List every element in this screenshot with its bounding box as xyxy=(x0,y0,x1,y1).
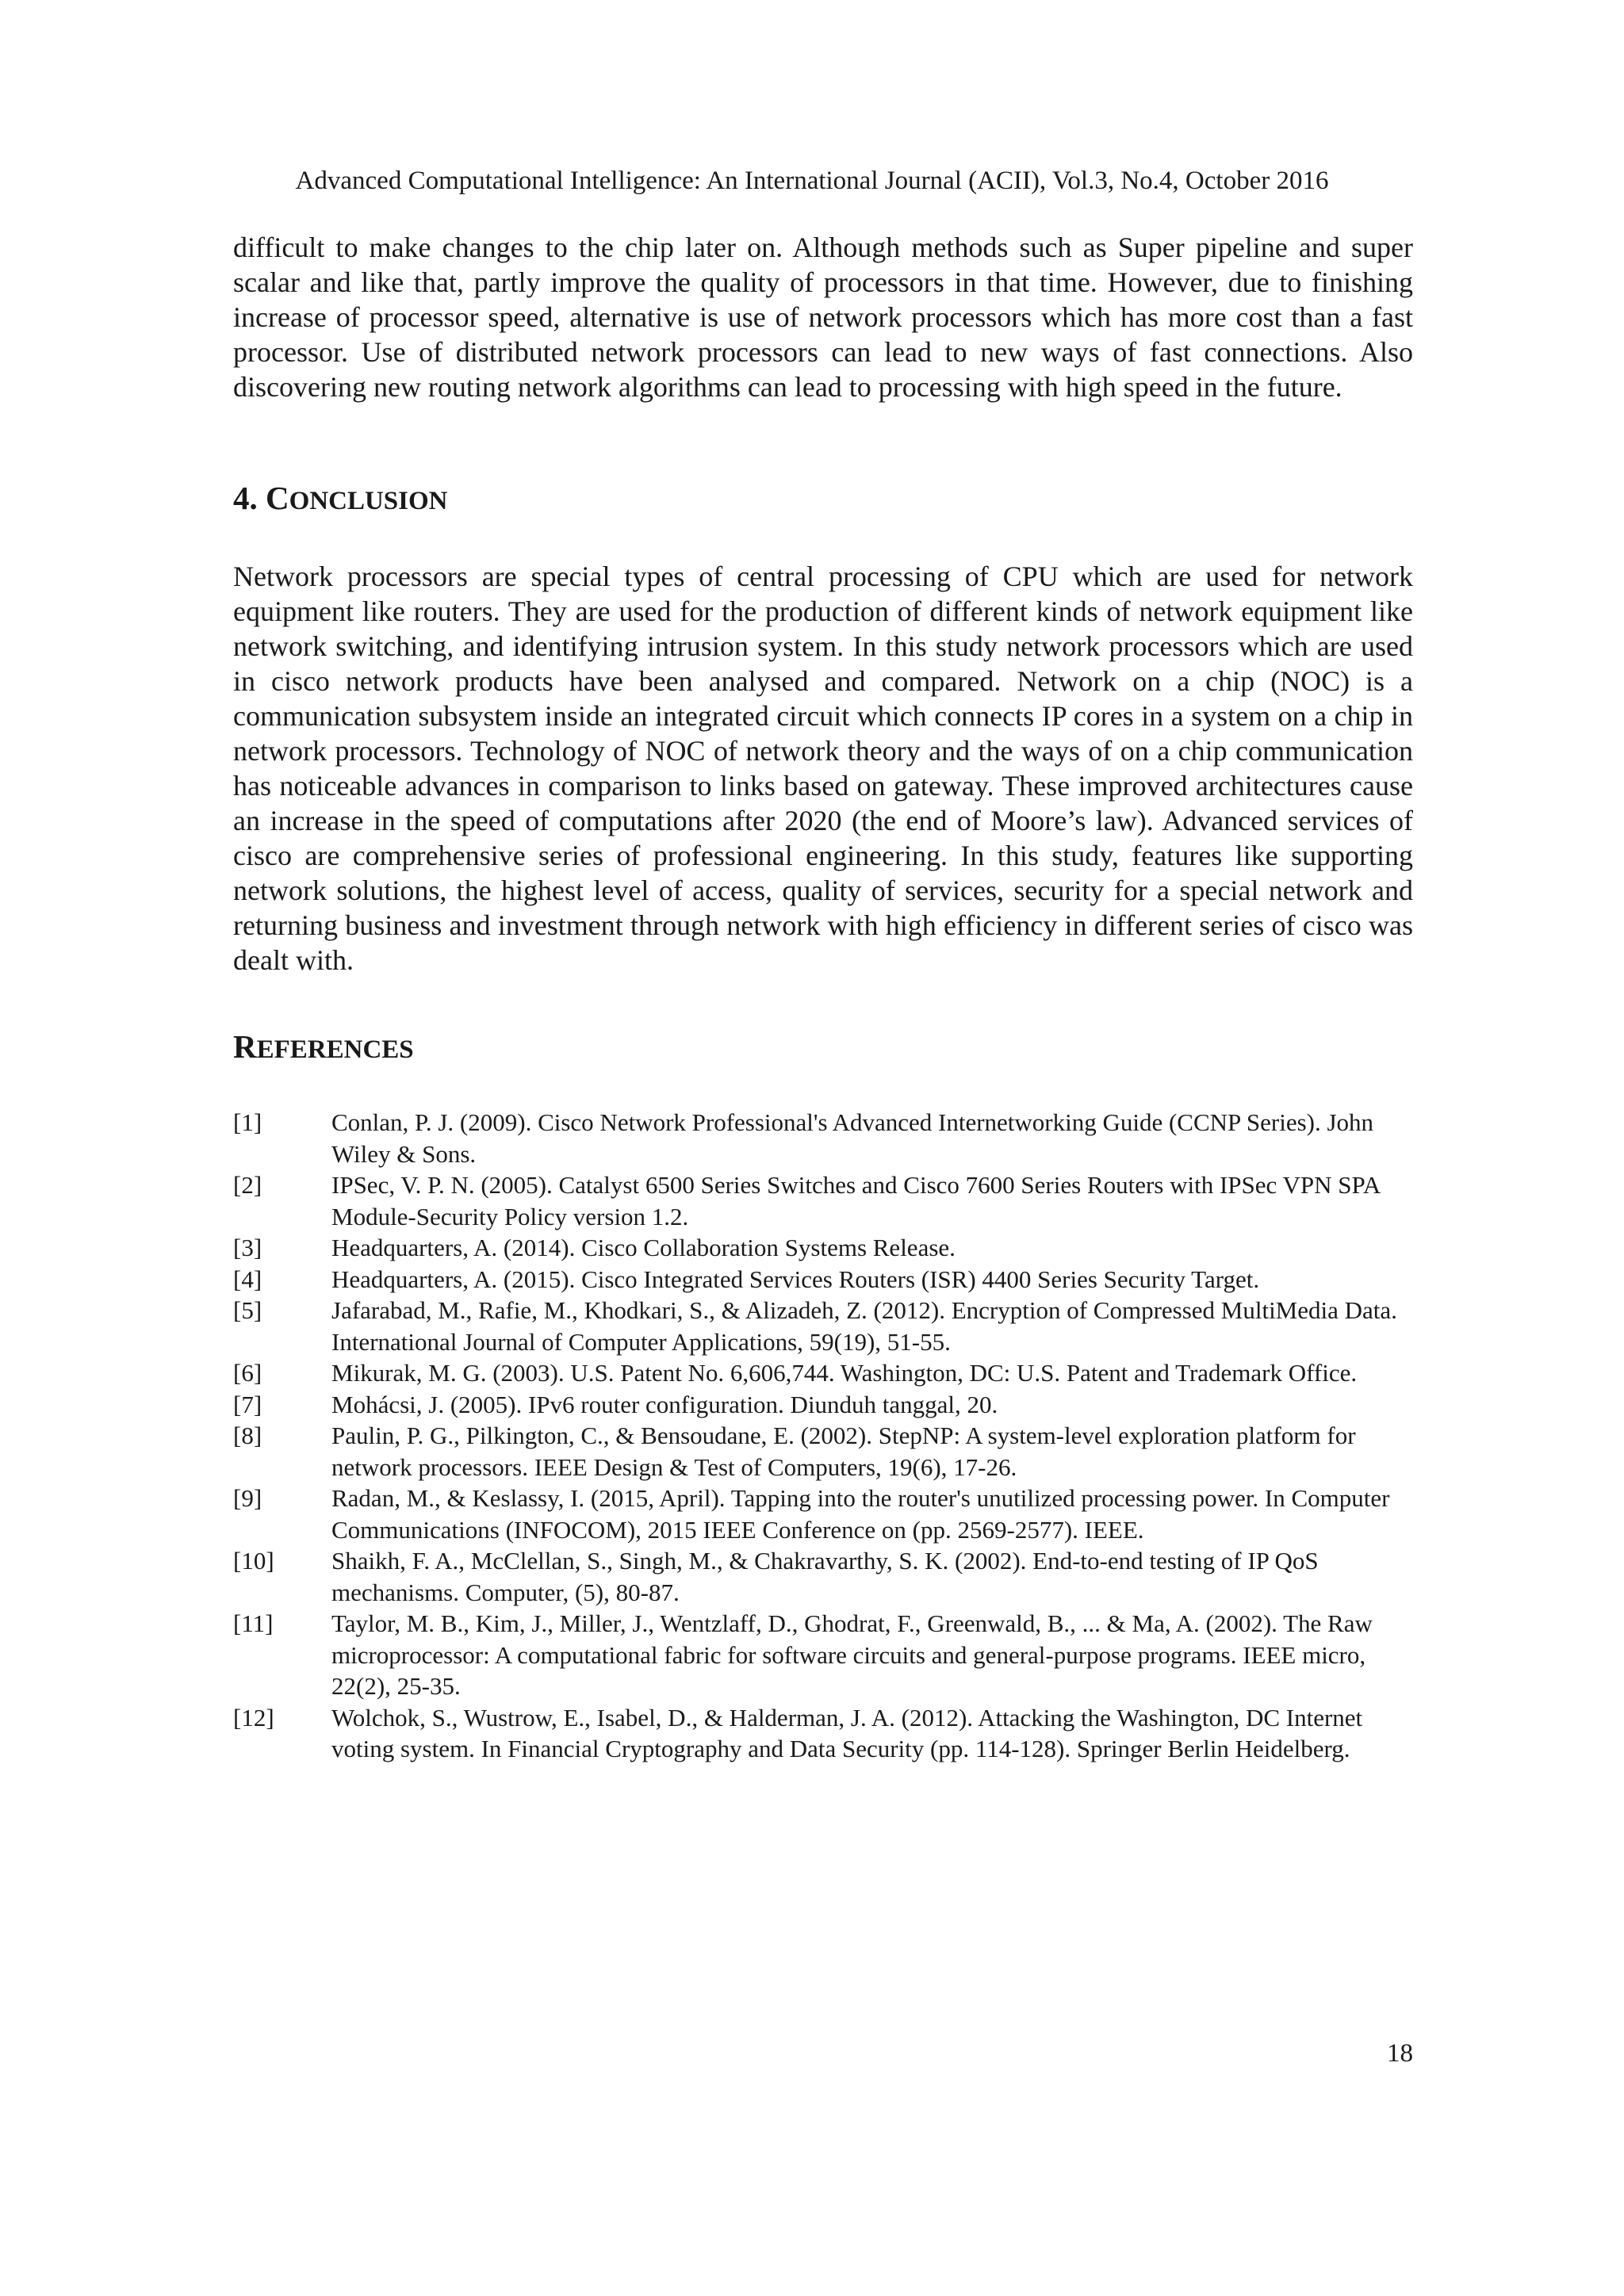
reference-text: Paulin, P. G., Pilkington, C., & Bensoudane, E. (2002). StepNP: A system-level exploration platform for network processors. IEEE Design & Test of Computers, 19(6), 17-26. xyxy=(331,1422,1356,1481)
reference-item xyxy=(233,1608,1413,1702)
reference-list xyxy=(233,1107,1413,1765)
reference-number: [3] xyxy=(233,1234,262,1261)
reference-item xyxy=(233,1232,1413,1264)
reference-item xyxy=(233,1357,1413,1389)
reference-item xyxy=(233,1389,1413,1421)
section-title-rest: EFERENCES xyxy=(256,1035,414,1064)
reference-text: Mohácsi, J. (2005). IPv6 router configuration. Diunduh tanggal, 20. xyxy=(331,1390,998,1418)
reference-number: [7] xyxy=(233,1390,262,1418)
reference-number: [5] xyxy=(233,1296,262,1324)
reference-text: Taylor, M. B., Kim, J., Miller, J., Wentzlaff, D., Ghodrat, F., Greenwald, B., ... & Ma, A. (2002). The Raw microprocessor: A computational fabric for software circuits and general-purpose programs. IEEE micro, 22(2), 25-35. xyxy=(331,1609,1373,1700)
page-number: 18 xyxy=(1387,2039,1413,2068)
section-title-initial: R xyxy=(233,1028,257,1065)
reference-item xyxy=(233,1107,1413,1169)
reference-number: [2] xyxy=(233,1171,262,1199)
reference-text: Shaikh, F. A., McClellan, S., Singh, M., & Chakravarthy, S. K. (2002). End-to-end testing of IP QoS mechanisms. Computer, (5), 80-87. xyxy=(331,1547,1319,1606)
section-title-initial: C xyxy=(266,480,289,516)
reference-number: [11] xyxy=(233,1609,274,1637)
reference-item xyxy=(233,1169,1413,1232)
reference-text: Mikurak, M. G. (2003). U.S. Patent No. 6,606,744. Washington, DC: U.S. Patent and Trademark Office. xyxy=(331,1359,1358,1387)
reference-text: Wolchok, S., Wustrow, E., Isabel, D., & Halderman, J. A. (2012). Attacking the Washington, DC Internet voting system. In Financial Cryptography and Data Security (pp. 114-128). Springer Berlin Heidelberg. xyxy=(331,1703,1363,1762)
reference-item xyxy=(233,1420,1413,1483)
reference-number: [9] xyxy=(233,1484,262,1512)
section-heading-references xyxy=(233,1027,414,1070)
reference-item xyxy=(233,1702,1413,1765)
reference-text: Jafarabad, M., Rafie, M., Khodkari, S., & Alizadeh, Z. (2012). Encryption of Compressed MultiMedia Data. International Journal of Computer Applications, 59(19), 51-55. xyxy=(331,1296,1397,1356)
reference-text: Radan, M., & Keslassy, I. (2015, April). Tapping into the router's unutilized processing power. In Computer Communications (INFOCOM), 2015 IEEE Conference on (pp. 2569-2577). IEEE. xyxy=(331,1484,1390,1544)
reference-item xyxy=(233,1483,1413,1545)
section-heading-conclusion xyxy=(233,478,447,521)
running-header: Advanced Computational Intelligence: An International Journal (ACII), Vol.3, No.4, October 2016 xyxy=(295,166,1329,195)
reference-number: [10] xyxy=(233,1547,274,1575)
reference-number: [4] xyxy=(233,1265,262,1293)
reference-text: IPSec, V. P. N. (2005). Catalyst 6500 Series Switches and Cisco 7600 Series Routers with IPSec VPN SPA Module-Security Policy version 1.2. xyxy=(331,1171,1380,1230)
reference-number: [1] xyxy=(233,1108,262,1136)
section-title-rest: ONCLUSION xyxy=(289,487,448,515)
reference-number: [8] xyxy=(233,1422,262,1449)
reference-text: Conlan, P. J. (2009). Cisco Network Professional's Advanced Internetworking Guide (CCNP Series). John Wiley & Sons. xyxy=(331,1108,1374,1168)
reference-item xyxy=(233,1264,1413,1295)
reference-text: Headquarters, A. (2014). Cisco Collaboration Systems Release. xyxy=(331,1234,956,1261)
reference-number: [6] xyxy=(233,1359,262,1387)
reference-text: Headquarters, A. (2015). Cisco Integrated Services Routers (ISR) 4400 Series Security Target. xyxy=(331,1265,1260,1293)
section-number: 4. xyxy=(233,480,266,516)
reference-number: [12] xyxy=(233,1703,274,1732)
conclusion-paragraph: Network processors are special types of central processing of CPU which are used for network equipment like routers. They are used for the production of different kinds of network equipment like network switching, and identifying intrusion system. In this study network processors which are used in cisco network products have been analysed and compared. Network on a chip (NOC) is a communication subsystem inside an integrated circuit which connects IP cores in a system on a chip in network processors. Technology of NOC of network theory and the ways of on a chip communication has noticeable advances in comparison to links based on gateway. These improved architectures cause an increase in the speed of computations after 2020 (the end of Moore’s law). Advanced services of cisco are comprehensive series of professional engineering. In this study, features like supporting network solutions, the highest level of access, quality of services, security for a special network and returning business and investment through network with high efficiency in different series of cisco was dealt with. xyxy=(233,561,1413,976)
reference-item xyxy=(233,1295,1413,1357)
body-paragraph: difficult to make changes to the chip later on. Although methods such as Super pipeline and super scalar and like that, partly improve the quality of processors in that time. However, due to finishing increase of processor speed, alternative is use of network processors which has more cost than a fast processor. Use of distributed network processors can lead to new ways of fast connections. Also discovering new routing network algorithms can lead to processing with high speed in the future. xyxy=(233,232,1413,403)
reference-item xyxy=(233,1545,1413,1608)
